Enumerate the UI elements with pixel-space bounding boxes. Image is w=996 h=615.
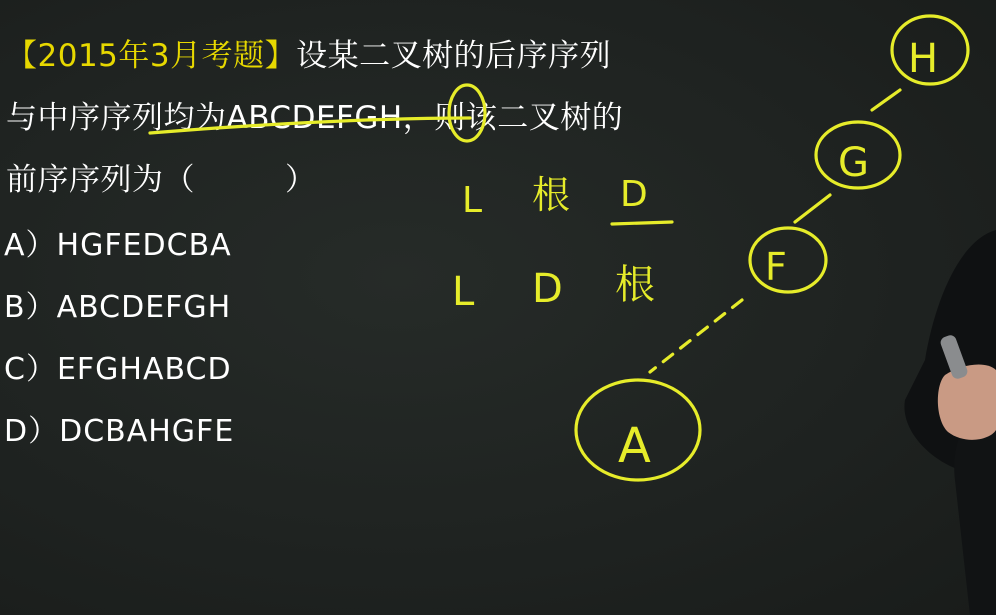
tree-node-f: F: [765, 245, 787, 289]
option-d: D）DCBAHGFE: [4, 414, 235, 449]
tree-node-g: G: [838, 140, 869, 186]
note-l-bottom: L: [452, 269, 475, 315]
option-b: B）ABCDEFGH: [4, 290, 232, 325]
question-line-3-prefix: 前序序列为（: [6, 162, 195, 198]
note-root-top: 根: [532, 173, 571, 217]
note-root-bottom: 根: [615, 262, 655, 308]
exam-tag: 【2015年3月考题】: [6, 38, 297, 74]
tree-node-a: A: [618, 418, 651, 474]
option-c: C）EFGHABCD: [4, 352, 232, 387]
option-a: A）HGFEDCBA: [4, 228, 232, 263]
note-d-top: D: [620, 174, 648, 215]
question-line-1-text: 设某二叉树的后序序列: [296, 38, 612, 74]
note-l-top: L: [462, 180, 483, 221]
presenter-hand: [938, 365, 996, 440]
tree-node-h: H: [908, 36, 939, 82]
question-line-2: 与中序序列均为ABCDEFGH，则该二叉树的: [6, 100, 624, 136]
note-d-bottom: D: [532, 266, 563, 312]
question-line-3-suffix: ）: [285, 162, 317, 198]
